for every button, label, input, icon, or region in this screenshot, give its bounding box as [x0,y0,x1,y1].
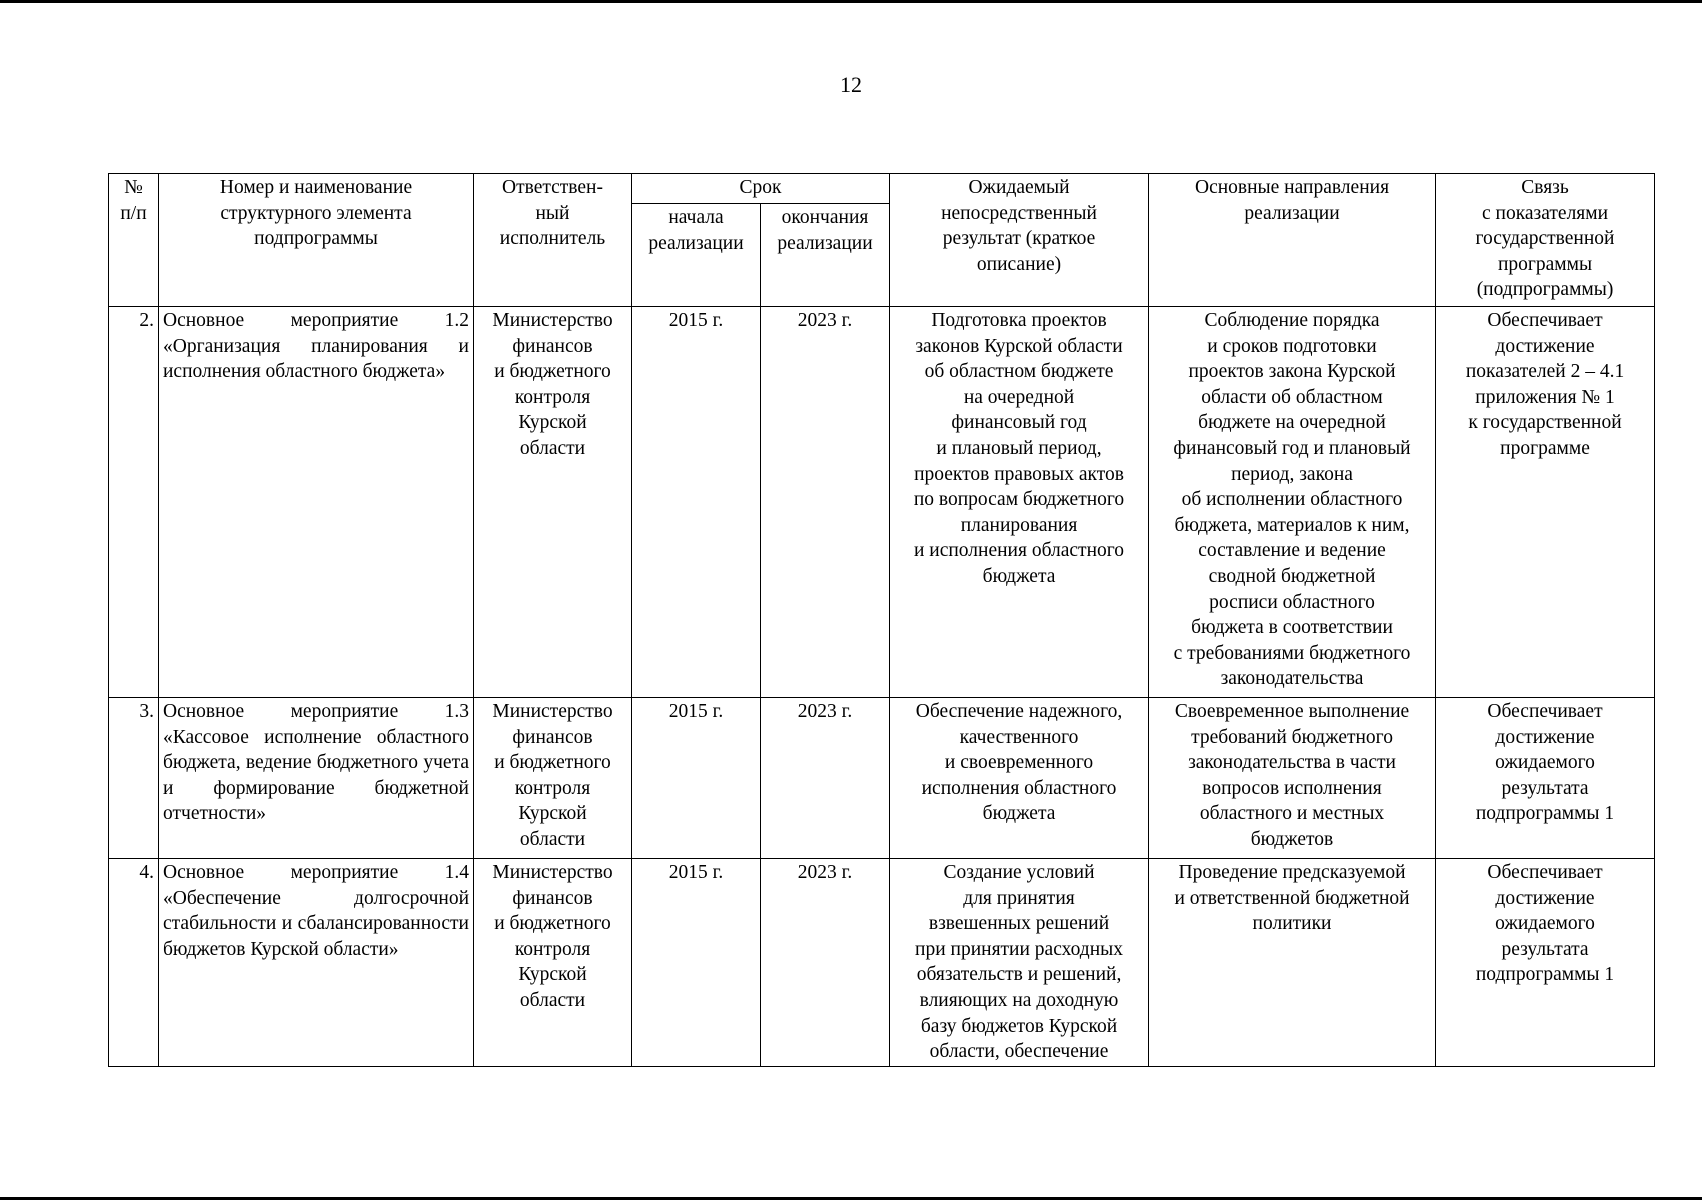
table-row [109,859,1655,1067]
row-result: Подготовка проектов законов Курской области об областном бюджете на очередной финансовый год и плановый период, проектов правовых актов по вопросам бюджетного планирования и исполнения областного бюджета [890,307,1149,698]
header-result: Ожидаемый непосредственный результат (краткое описание) [890,174,1149,307]
activities-table [108,173,1655,1067]
header-link: Связь с показателями государственной программы (подпрограммы) [1436,174,1655,307]
page-number: 12 [840,72,862,97]
header-num: № п/п [109,174,159,307]
row-link: Обеспечивает достижение показателей 2 – 4.1 приложения № 1 к государственной программе [1436,307,1655,698]
header-directions: Основные направления реализации [1149,174,1436,307]
header-name: Номер и наименование структурного элемента подпрограммы [159,174,474,307]
row-executor: Министерство финансов и бюджетного контроля Курской области [474,698,632,859]
row-result: Обеспечение надежного, качественного и своевременного исполнения областного бюджета [890,698,1149,859]
row-directions: Проведение предсказуемой и ответственной бюджетной политики [1149,859,1436,1067]
row-executor: Министерство финансов и бюджетного контроля Курской области [474,307,632,698]
row-link: Обеспечивает достижение ожидаемого результата подпрограммы 1 [1436,859,1655,1067]
table-row [109,307,1655,698]
header-end: окончания реализации [761,204,890,307]
row-start: 2015 г. [632,859,761,1067]
row-start: 2015 г. [632,698,761,859]
row-name: Основное мероприятие 1.3 «Кассовое исполнение областного бюджета, ведение бюджетного учета и формирование бюджетной отчетности» [159,698,474,859]
header-row-1 [109,174,1655,204]
row-link: Обеспечивает достижение ожидаемого результата подпрограммы 1 [1436,698,1655,859]
row-executor: Министерство финансов и бюджетного контроля Курской области [474,859,632,1067]
row-end: 2023 г. [761,698,890,859]
header-executor: Ответствен- ный исполнитель [474,174,632,307]
header-start: начала реализации [632,204,761,307]
row-start: 2015 г. [632,307,761,698]
row-num: 3. [109,698,159,859]
table-row [109,698,1655,859]
row-directions: Соблюдение порядка и сроков подготовки проектов закона Курской области об областном бюджете на очередной финансовый год и плановый период, закона об исполнении областного бюджета, материалов к ним, составление и ведение сводной бюджетной росписи областного бюджета в соответствии с требованиями бюджетного законодательства [1149,307,1436,698]
row-num: 4. [109,859,159,1067]
row-end: 2023 г. [761,307,890,698]
row-name: Основное мероприятие 1.2 «Организация планирования и исполнения областного бюджета» [159,307,474,698]
top-border-line [0,0,1702,3]
header-term: Срок [632,174,890,204]
row-result: Создание условий для принятия взвешенных решений при принятии расходных обязательств и решений, влияющих на доходную базу бюджетов Курской области, обеспечение [890,859,1149,1067]
row-num: 2. [109,307,159,698]
row-end: 2023 г. [761,859,890,1067]
row-name: Основное мероприятие 1.4 «Обеспечение долгосрочной стабильности и сбалансированности бюджетов Курской области» [159,859,474,1067]
row-directions: Своевременное выполнение требований бюджетного законодательства в части вопросов исполнения областного и местных бюджетов [1149,698,1436,859]
